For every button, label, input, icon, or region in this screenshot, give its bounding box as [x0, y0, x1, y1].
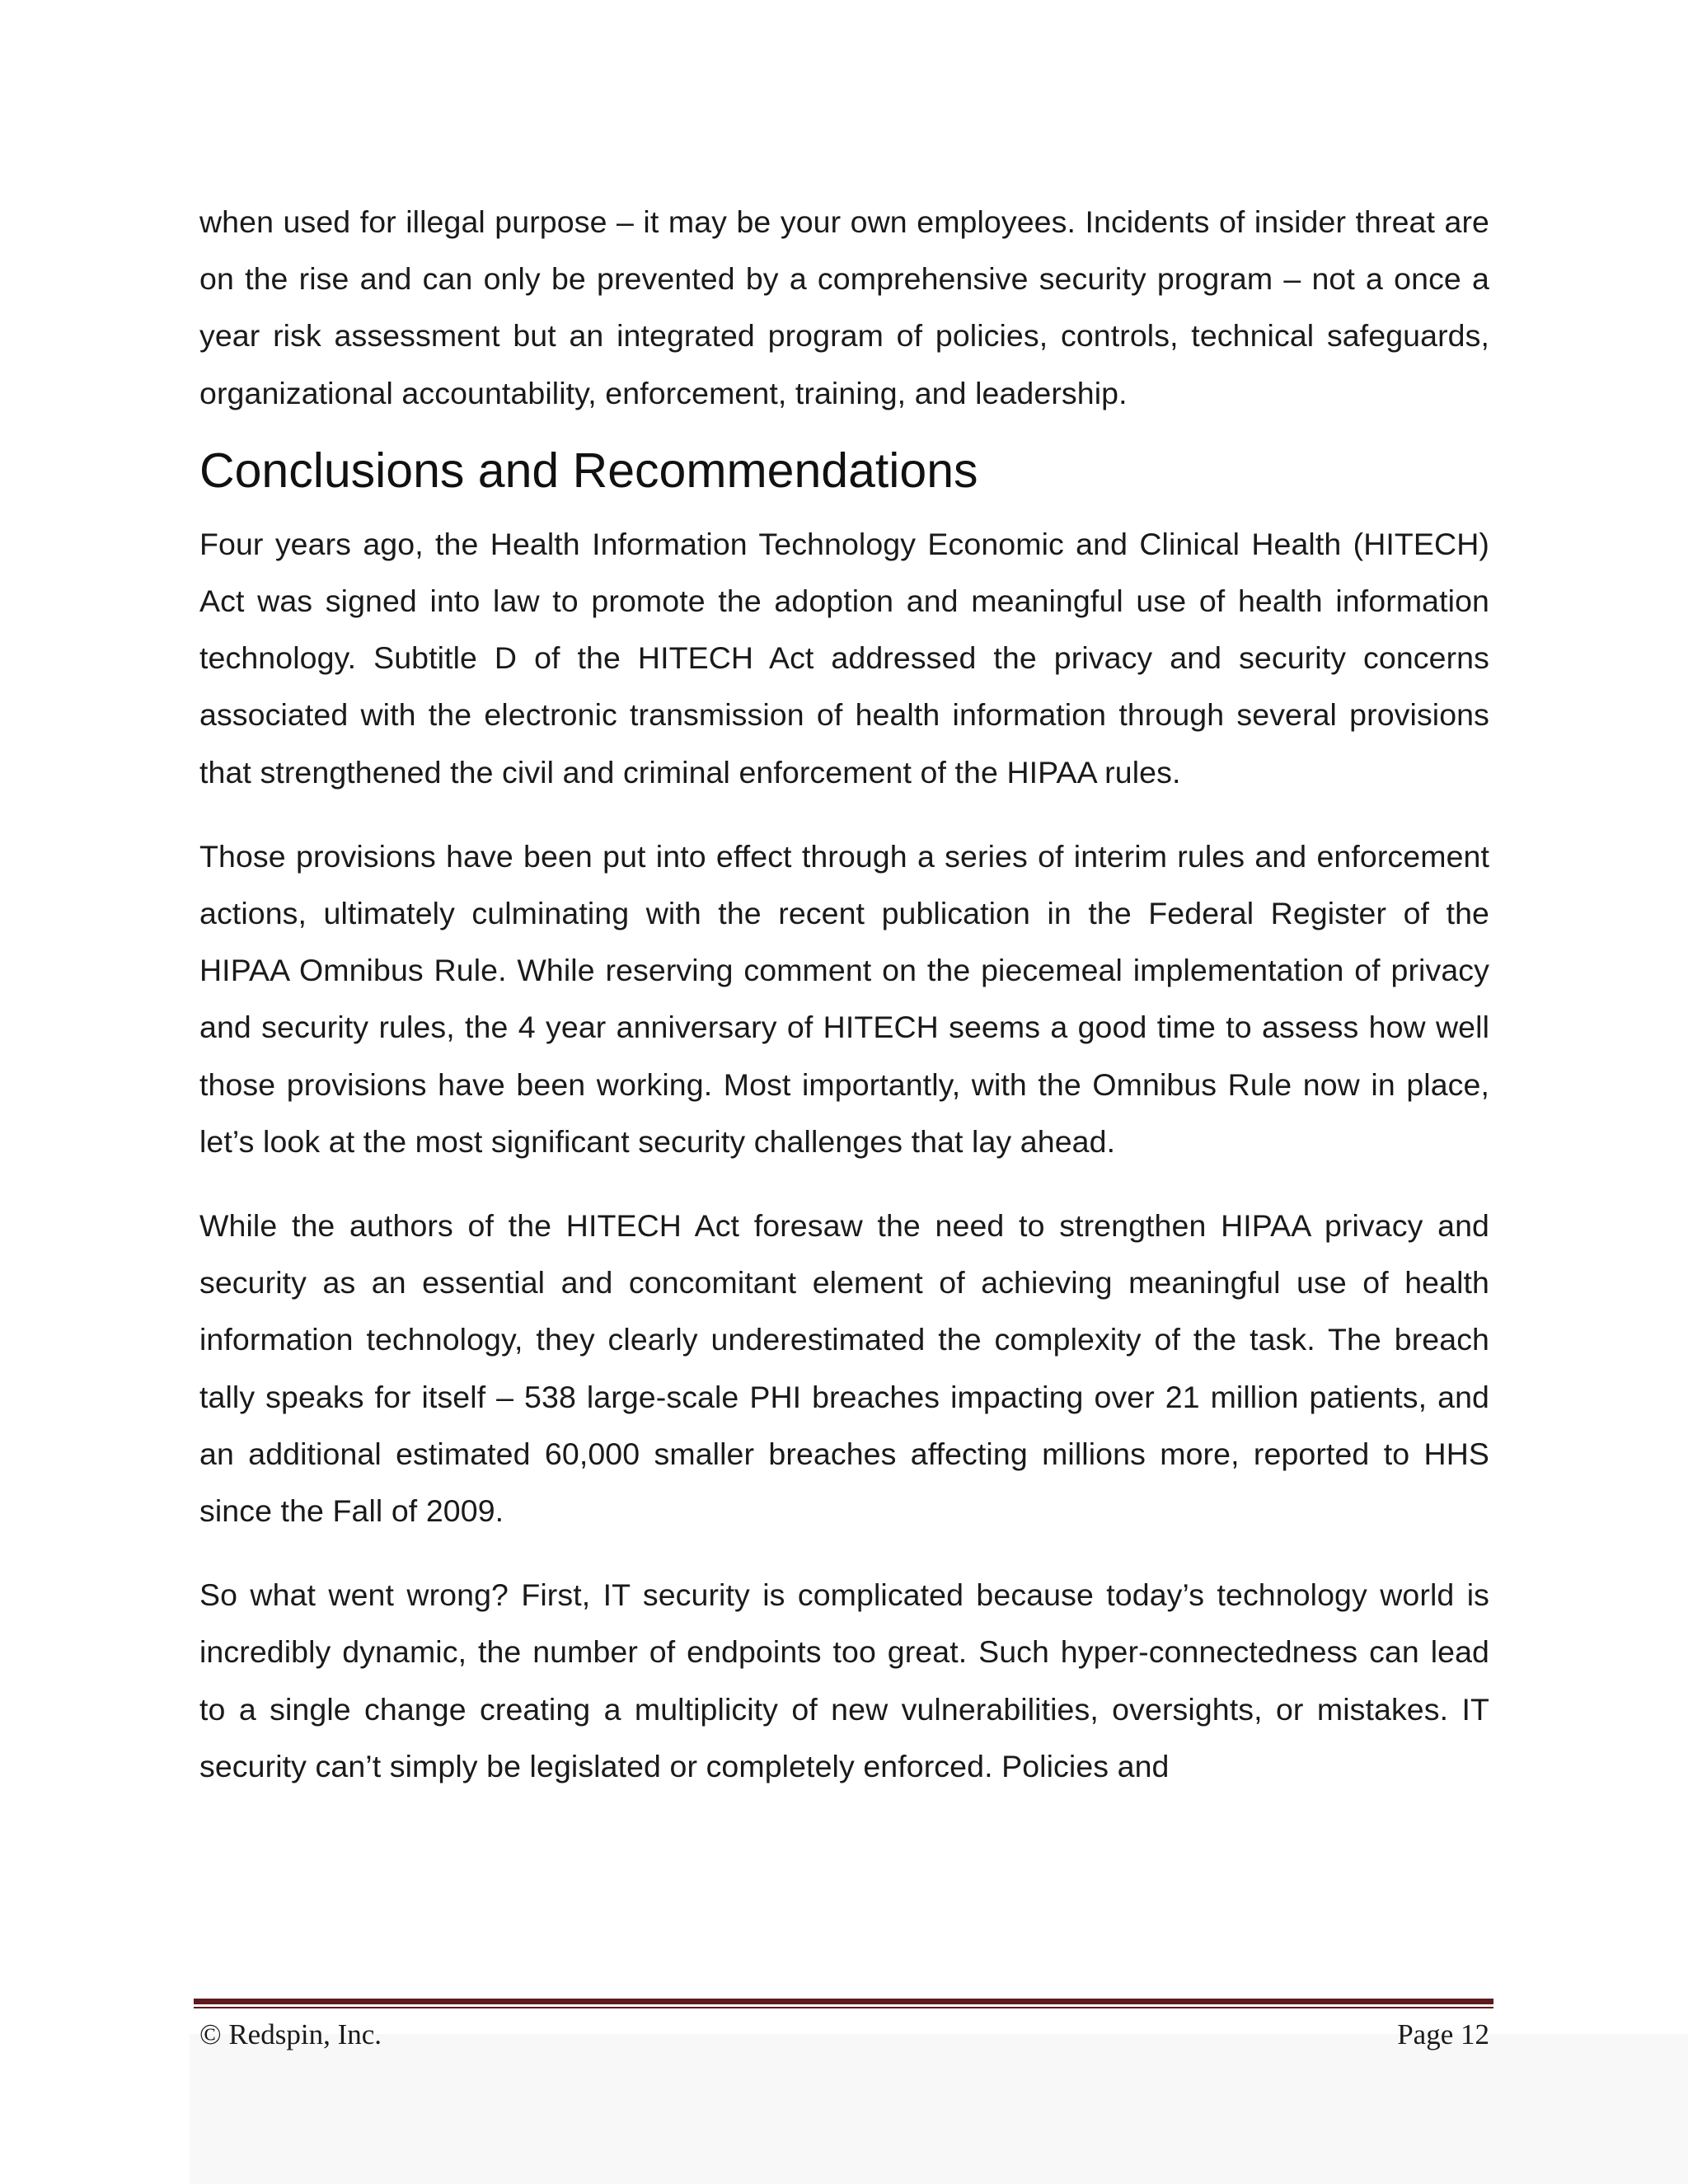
body-paragraph-hitech: Four years ago, the Health Information Technology Economic and Clinical Health (HITECH) Act was signed into law to promote the adoption and meaningful use of health information technology. Subtitle D of the HITECH Act addressed the privacy and security concerns associated with the electronic transmission of health information through several provisions that strengthened the civil and criminal enforcement of the HIPAA rules.: [199, 526, 1489, 790]
footer-copyright: © Redspin, Inc.: [199, 2018, 382, 2050]
intro-paragraph: when used for illegal purpose – it may be your own employees. Incidents of insider threat are on the rise and can only be prevented by a comprehensive security program – not a once a year risk assessment but an integrated program of policies, controls, technical safeguards, organizational accountability, enforcement, training, and leadership.: [199, 204, 1489, 410]
body-paragraph-what-went-wrong: So what went wrong? First, IT security is complicated because today’s technology world is incredibly dynamic, the number of endpoints too great. Such hyper-connectedness can lead to a single change creating a multiplicity of new vulnerabilities, oversights, or mistakes. IT security can’t simply be legislated or completely enforced. Policies and: [199, 1577, 1489, 1783]
footer-page-number: Page 12: [1397, 2018, 1489, 2050]
footer-divider: [194, 1999, 1493, 2004]
body-paragraph-authors: While the authors of the HITECH Act foresaw the need to strengthen HIPAA privacy and security as an essential and concomitant element of achieving meaningful use of health information technology, they clearly underestimated the complexity of the task. The breach tally speaks for itself – 538 large-scale PHI breaches impacting over 21 million patients, and an additional estimated 60,000 smaller breaches affecting millions more, reported to HHS since the Fall of 2009.: [199, 1208, 1489, 1529]
body-paragraph-provisions: Those provisions have been put into effect through a series of interim rules and enforcement actions, ultimately culminating with the recent publication in the Federal Register of the HIPAA Omnibus Rule. While reserving comment on the piecemeal implementation of privacy and security rules, the 4 year anniversary of HITECH seems a good time to assess how well those provisions have been working. Most importantly, with the Omnibus Rule now in place, let’s look at the most significant security challenges that lay ahead.: [199, 838, 1489, 1159]
section-heading: Conclusions and Recommendations: [199, 443, 978, 498]
page-bottom-shade: [190, 2034, 1688, 2184]
page-content: [199, 194, 1489, 1795]
page-footer: [199, 2016, 1489, 2054]
footer-divider-thin: [194, 2007, 1493, 2008]
